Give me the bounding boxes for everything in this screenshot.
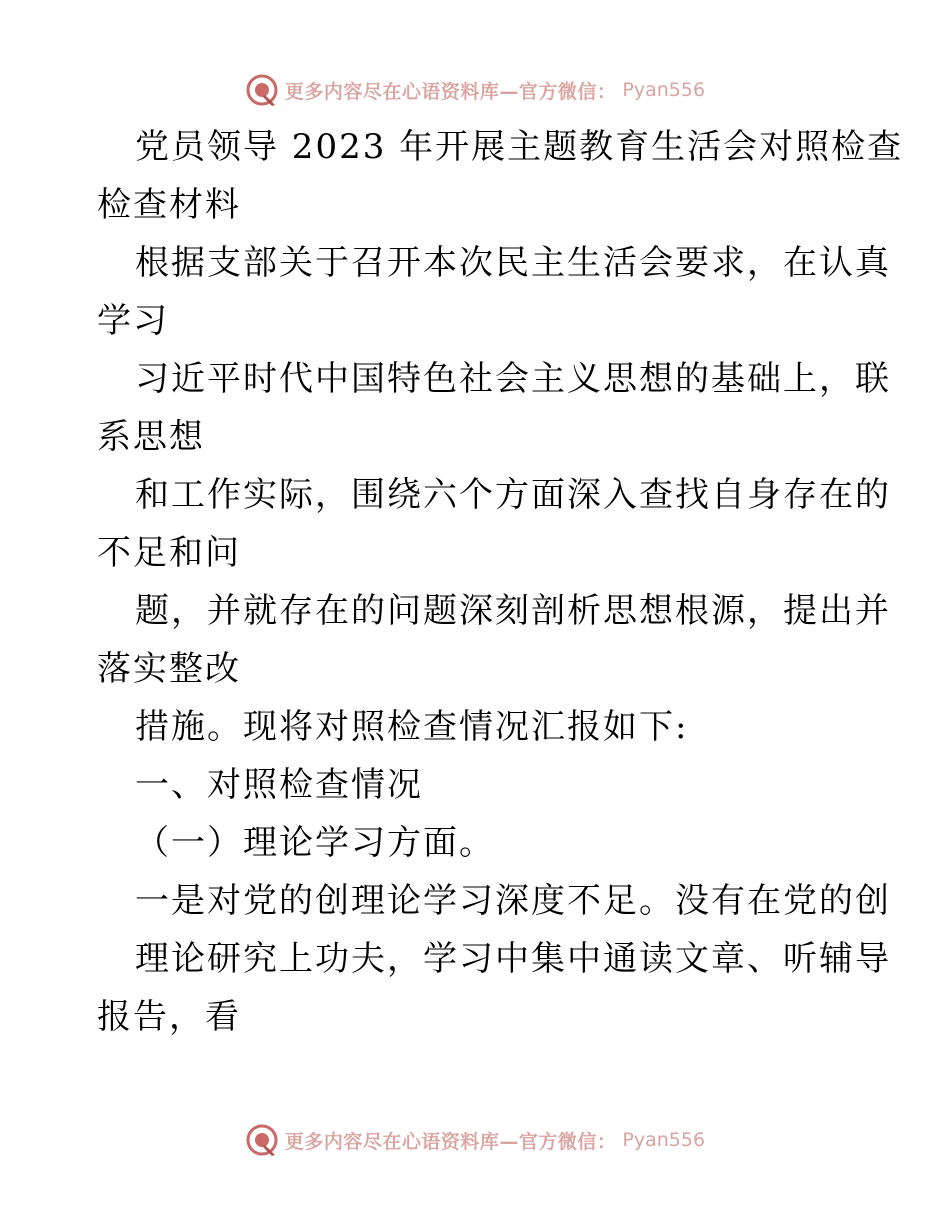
doc-line-paragraph: 题，并就存在的问题深刻剖析思想根源，提出并 bbox=[135, 591, 891, 631]
header-watermark bbox=[0, 68, 950, 112]
doc-line-paragraph: 一是对党的创理论学习深度不足。没有在党的创 bbox=[135, 881, 891, 921]
doc-line-paragraph: 学习 bbox=[97, 301, 169, 341]
watermark-text: 更多内容尽在心语资料库—官方微信： bbox=[284, 1130, 617, 1153]
subsection-heading: （一）理论学习方面。 bbox=[135, 823, 495, 863]
doc-line-paragraph: 习近平时代中国特色社会主义思想的基础上，联 bbox=[135, 359, 891, 399]
pen-logo-icon bbox=[245, 1123, 279, 1157]
doc-line-title-2: 检查材料 bbox=[97, 185, 241, 225]
doc-line-paragraph: 根据支部关于召开本次民主生活会要求，在认真 bbox=[135, 243, 891, 283]
doc-line-paragraph: 不足和问 bbox=[97, 533, 241, 573]
doc-line-paragraph: 落实整改 bbox=[97, 649, 241, 689]
doc-line-paragraph: 系思想 bbox=[97, 417, 205, 457]
watermark-wechat-id: Pyan556 bbox=[622, 79, 706, 101]
watermark-text: 更多内容尽在心语资料库—官方微信： bbox=[284, 80, 617, 103]
doc-line-paragraph: 措施。现将对照检查情况汇报如下: bbox=[135, 707, 689, 747]
doc-line-paragraph: 理论研究上功夫，学习中集中通读文章、听辅导 bbox=[135, 939, 891, 979]
footer-watermark bbox=[0, 1118, 950, 1162]
doc-line-paragraph: 和工作实际，围绕六个方面深入查找自身存在的 bbox=[135, 475, 891, 515]
document-body bbox=[97, 118, 904, 1046]
doc-line-title-1: 党员领导 2023 年开展主题教育生活会对照检查 bbox=[135, 127, 904, 167]
doc-line-paragraph: 报告，看 bbox=[97, 997, 241, 1037]
watermark-wechat-id: Pyan556 bbox=[622, 1129, 706, 1151]
pen-logo-icon bbox=[245, 73, 279, 107]
section-heading: 一、对照检查情况 bbox=[135, 765, 423, 805]
